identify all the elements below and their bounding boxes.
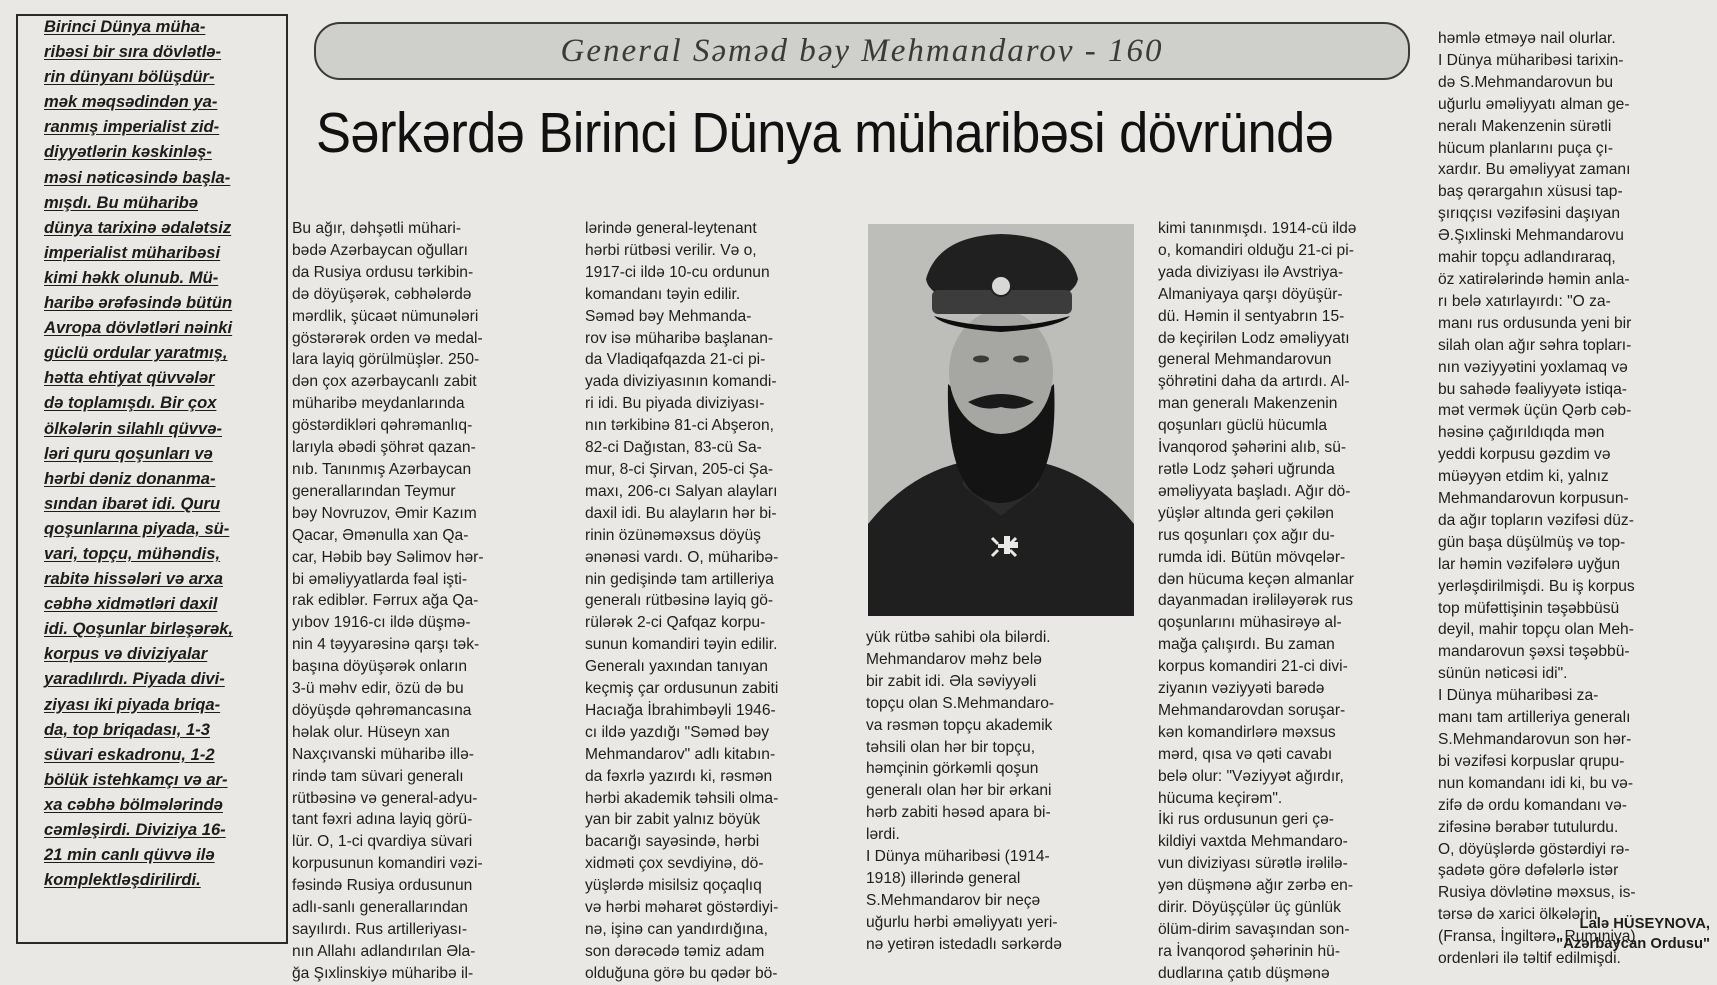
text-line: cı ildə yazdığı "Səməd bəy [585,723,770,741]
text-line: nin 4 təyyarəsinə qarşı tək- [292,636,480,654]
text-line: neralı Makenzenin sürətli [1438,117,1612,135]
text-line: İki rus ordusunun geri çə- [1158,811,1334,829]
intro-line: hərbi dəniz donanma- [44,468,216,488]
text-line: kildiyi vaxtda Mehmandaro- [1158,833,1348,851]
text-line: I Dünya müharibəsi (1914- [866,848,1050,866]
intro-line: güclü ordular yaratmış, [44,343,228,363]
intro-line: kimi həkk olunub. Mü- [44,267,219,287]
text-line: xidməti çox sevdiyinə, dö- [585,855,764,873]
text-line: uğurlu hərbi əməliyyatı yeri- [866,913,1058,931]
text-line: da ağır topların vəzifəsi düz- [1438,511,1634,529]
text-line: Səməd bəy Mehmanda- [585,307,752,325]
text-line: nıb. Tanınmış Azərbaycan [292,460,472,478]
intro-line: ranmış imperialist zid- [44,117,220,137]
text-line: rinin özünəməxsus döyüş [585,526,761,544]
text-line: mahir topçu adlandıraraq, [1438,249,1616,267]
intro-line: dünya tarixinə ədalətsiz [44,217,232,237]
intro-paragraph [44,14,270,892]
text-line: yada diviziyası ilə Avstriya- [1158,263,1344,281]
text-line: tant fəxri adına layiq görü- [292,811,473,829]
text-line: hücuma keçirəm". [1158,789,1283,807]
text-line: dirir. Döyüşçülər üç günlük [1158,899,1341,917]
text-line: nın vəziyyətini yoxlamaq və [1438,358,1628,376]
text-line: və hərbi məharət göstərdiyi- [585,899,779,917]
text-line: korpus komandiri 21-ci divi- [1158,658,1348,676]
article-column-1 [292,218,546,985]
intro-line: süvari eskadronu, 1-2 [44,744,215,764]
text-line: rində tam süvari generalı [292,767,464,785]
text-line: müharibə meydanlarında [292,395,465,413]
text-line: rülərək 2-ci Qafqaz korpu- [585,614,766,632]
text-line: yük rütbə sahibi ola bilərdi. [866,629,1051,646]
text-line: şırıqçısı vəzifəsini daşıyan [1438,205,1621,223]
text-line: bacarığı sayəsində, hərbi [585,833,760,851]
text-line: kən komandirlərə məxsus [1158,723,1336,741]
text-line: öz xatirələrində həmin anla- [1438,270,1630,288]
text-line: yüşlərdə misilsiz qoçaqlıq [585,877,762,895]
text-line: rətlə Lodz şəhəri uğrunda [1158,460,1335,478]
text-line: dən çox azərbaycanlı zabit [292,373,477,391]
text-line: S.Mehmandarovun son hər- [1438,731,1632,748]
text-line: uğurlu əməliyyatı alman ge- [1438,95,1630,113]
intro-line: Birinci Dünya müha- [44,17,206,36]
text-line: rov isə müharibə başlanan- [585,329,774,347]
text-line: dayanmadan irəliləyərək rus [1158,592,1354,610]
text-line: vun diviziyası sürətlə irəlilə- [1158,855,1348,873]
intro-line: imperialist müharibəsi [44,242,221,262]
intro-line: yaradılırdı. Piyada divi- [44,669,225,689]
text-line: korpusunun komandiri vəzi- [292,855,483,873]
text-line: dən hücuma keçən almanlar [1158,570,1354,588]
text-line: sünün nəticəsi idi". [1438,665,1568,683]
text-line: bir zabit idi. Əla səviyyəli [866,672,1037,690]
intro-line: 21 min canlı qüvvə ilə [44,845,215,865]
intro-line: ölkələrin silahlı qüvvə- [44,418,222,438]
text-line: rus qoşunları çox ağır du- [1158,526,1335,544]
portrait-illustration [868,224,1134,616]
kicker-banner [314,22,1410,80]
intro-line: korpus və diviziyalar [44,644,208,664]
text-line: bi əməliyyatlarda fəal işti- [292,570,468,588]
text-line: başına döyüşərək onların [292,658,468,676]
text-line: dudlarına çatıb düşmənə [1158,964,1330,982]
text-line: həlak olur. Hüseyn xan [292,723,450,741]
intro-line: xa cəbhə bölmələrində [44,794,223,814]
text-line: son dərəcədə təmiz adam [585,942,765,960]
text-line: lar həmin vəzifələrə uyğun [1438,555,1621,573]
text-line: da Rusiya ordusu tərkibin- [292,263,474,281]
text-line: da Vladiqafqazda 21-ci pi- [585,351,766,369]
text-line: bədə Azərbaycan oğulları [292,241,468,259]
text-line: ordenləri ilə təltif edilmişdi. [1438,950,1621,968]
text-line: sunun komandiri təyin edilir. [585,636,778,654]
general-portrait-photo [868,224,1134,616]
text-line: Hacıağa İbrahimbəyli 1946- [585,701,776,719]
text-line: I Dünya müharibəsi za- [1438,687,1599,705]
intro-line: haribə ərəfəsində bütün [44,293,233,313]
text-line: general Mehmandarovun [1158,351,1332,369]
text-line: lərində general-leytenant [585,220,757,237]
text-line: Mehmandarov" adlı kitabın- [585,745,776,763]
text-line: də S.Mehmandarovun bu [1438,73,1614,91]
text-line: fəsində Rusiya ordusunun [292,877,473,895]
text-line: nə, işinə can yandırdığına, [585,921,768,938]
text-line: bu sahədə fəaliyyətə istiqa- [1438,380,1627,398]
text-line: adlı-sanlı generallarından [292,899,468,917]
text-line: nın Allahı adlandırılan Əla- [292,942,476,960]
intro-line: mək məqsədindən ya- [44,92,218,112]
text-line: yada diviziyasının komandi- [585,373,777,391]
text-line: ri idi. Bu piyada diviziyası- [585,395,765,413]
text-line: lür. O, 1-ci qvardiya süvari [292,833,473,851]
text-line: mandarovun şəxsi təşəbbü- [1438,643,1630,661]
text-line: zifə də ordu komandanı və- [1438,796,1627,814]
text-line: yerləşdirilmişdi. Bu iş korpus [1438,577,1635,595]
text-line: ənənəsi vardı. O, müharibə- [585,548,779,566]
text-line: 3-ü məhv edir, özü də bu [292,680,464,698]
text-line: manı tam artilleriya generalı [1438,709,1631,727]
text-line: təhsili olan hər bir topçu, [866,738,1036,756]
text-line: müəyyən etdim ki, yalnız [1438,468,1609,486]
intro-line: cəmləşirdi. Diviziya 16- [44,820,226,839]
text-line: rak ediblər. Fərrux ağa Qa- [292,592,479,610]
kicker-text: General Səməd bəy Mehmandarov - 160 [560,32,1164,69]
text-line: yan bir zabit yalnız böyük [585,811,761,829]
text-line: maxı, 206-cı Salyan alayları [585,482,778,500]
text-line: Almaniyaya qarşı döyüşür- [1158,285,1343,303]
text-line: qoşunları güclü hücumla [1158,417,1328,435]
text-line: şadətə görə dəfələrlə istər [1438,862,1619,880]
text-line: olduğuna görə bu qədər bö- [585,964,778,982]
text-line: nun komandanı idi ki, bu və- [1438,774,1634,792]
text-line: kimi tanınmışdı. 1914-cü ildə [1158,220,1357,237]
text-line: mərd, qısa və qəti cavabı [1158,745,1333,763]
intro-line: sından ibarət idi. Quru [44,493,221,513]
text-line: baş qərargahın xüsusi tap- [1438,183,1623,201]
text-line: hərbi akademik təhsili olma- [585,789,779,807]
text-line: 82-ci Dağıstan, 83-cü Sa- [585,439,762,457]
intro-line: hətta ehtiyat qüvvələr [44,368,215,388]
text-line: ölüm-dirim savaşından son- [1158,921,1350,938]
text-line: va rəsmən topçu akademik [866,716,1053,734]
byline [1520,914,1710,954]
text-line: tərsə də xarici ölkələrin [1438,906,1598,924]
byline-source: "Azərbaycan Ordusu" [1556,936,1710,952]
text-line: Ə.Şıxlinski Mehmandarovu [1438,227,1624,245]
intro-line: də toplamışdı. Bir çox [44,393,217,413]
text-line: İvanqorod şəhərini alıb, sü- [1158,439,1347,457]
text-line: dü. Həmin il sentyabrın 15- [1158,307,1345,325]
text-line: lərdi. [866,826,900,844]
text-line: yıbov 1916-cı ildə düşmə- [292,614,471,632]
text-line: generalı rütbəsinə layiq gö- [585,592,774,610]
text-line: Mehmandarov məhz belə [866,650,1042,668]
text-line: yən düşmənə ağır zərbə en- [1158,877,1354,895]
text-line: 1918) illərində general [866,869,1021,887]
text-line: həmçinin görkəmli qoşun [866,760,1039,778]
text-line: silah olan ağır səhra topları- [1438,336,1632,354]
intro-line: diyyətlərin kəskinləş- [44,142,212,162]
text-line: Qacar, Əmənulla xan Qa- [292,526,469,544]
text-line: ra İvanqorod şəhərinin hü- [1158,942,1341,960]
article-column-4 [1158,218,1422,985]
headline: Sərkərdə Birinci Dünya müharibəsi dövründə [316,101,1334,165]
text-line: mət vermək üçün Qərb cəb- [1438,402,1632,420]
text-line: bəy Novruzov, Əmir Kazım [292,504,477,522]
text-line: Naxçıvanski müharibə illə- [292,745,474,763]
text-line: rı belə xatırlayırdı: "O za- [1438,292,1611,310]
text-line: daxil idi. Bu alayların hər bi- [585,504,777,522]
text-line: manı rus ordusunda yeni bir [1438,314,1632,332]
text-line: mur, 8-ci Şirvan, 205-ci Şa- [585,460,774,478]
text-line: mağa çalışırdı. Bu zaman [1158,636,1335,654]
intro-line: Avropa dövlətləri nəinki [44,318,233,338]
text-line: zifəsinə bərabər tutulurdu. [1438,818,1619,836]
text-line: generallarından Teymur [292,482,456,500]
text-line: Bu ağır, dəhşətli mühari- [292,220,462,237]
text-line: O, döyüşlərdə göstərdiyi rə- [1438,840,1630,858]
text-line: S.Mehmandarov bir neçə [866,891,1041,909]
text-line: hücum planlarını puça çı- [1438,139,1614,157]
article-column-3 [866,627,1134,956]
text-line: rütbəsinə və general-adyu- [292,789,478,807]
intro-line: ziyası iki piyada briqa- [44,694,221,714]
text-line: Generalı yaxından tanıyan [585,658,768,676]
text-line: hərb zabiti həsəd apara bi- [866,804,1051,822]
text-line: Rusiya dövlətinə məxsus, is- [1438,884,1636,902]
text-line: xardır. Bu əməliyyat zamanı [1438,161,1631,179]
text-line: nın tərkibinə 81-ci Abşeron, [585,417,774,435]
text-line: 1917-ci ildə 10-cu ordunun [585,263,770,281]
intro-line: qoşunlarına piyada, sü- [44,518,230,538]
text-line: top müfəttişinin təşəbbüsü [1438,599,1620,617]
text-line: əməliyyata başladı. Ağır dö- [1158,482,1351,500]
intro-line: ləri quru qoşunları və [44,443,213,463]
text-line: həsinə çağırıldıqda mən [1438,424,1605,442]
text-line: də döyüşərək, cəbhələrdə [292,285,472,303]
text-line: qoşunlarını mühasirəyə al- [1158,614,1342,632]
article-column-5 [1438,28,1706,970]
article-column-2 [585,218,845,985]
text-line: də keçirilən Lodz əməliyyatı [1158,329,1350,347]
text-line: ziyanın vəziyyəti barədə [1158,680,1325,698]
text-line: nin gedişində tam artilleriya [585,570,774,588]
intro-line: da, top briqadası, 1-3 [44,719,210,739]
intro-line: bölük istehkamçı və ar- [44,769,228,789]
intro-line: rabitə hissələri və arxa [44,569,223,589]
text-line: bi vəzifəsi korpuslar qrupu- [1438,752,1625,770]
intro-line: rin dünyanı bölüşdür- [44,67,215,87]
text-line: ğa Şıxlinskiyə müharibə il- [292,964,474,982]
text-line: belə olur: "Vəziyyət ağırdır, [1158,767,1344,785]
text-line: rumda idi. Bütün mövqelər- [1158,548,1346,566]
text-line: gün başa düşülmüş və top- [1438,533,1626,551]
text-line: Mehmandarovdan soruşar- [1158,701,1346,719]
intro-line: məsi nəticəsində başla- [44,167,231,187]
text-line: deyil, mahir topçu olan Meh- [1438,621,1634,639]
text-line: yeddi korpusu gəzdim və [1438,446,1611,464]
text-line: yüşlər altında geri çəkilən [1158,504,1334,522]
text-line: komandanı təyin edilir. [585,285,741,303]
text-line: döyüşdə qəhrəmancasına [292,701,472,719]
intro-line: komplektləşdirilirdi. [44,870,201,890]
text-line: hərbi rütbəsi verilir. Və o, [585,241,757,259]
intro-line: mışdı. Bu müharibə [44,192,198,212]
intro-line: idi. Qoşunlar birləşərək, [44,619,234,639]
text-line: mərdlik, şücaət nümunələri [292,307,479,325]
text-line: I Dünya müharibəsi tarixin- [1438,51,1624,69]
text-line: Mehmandarovun korpusun- [1438,490,1629,508]
text-line: man generalı Makenzenin [1158,395,1338,413]
text-line: göstərərək orden və medal- [292,329,483,347]
text-line: (Fransa, İngiltərə, Rumıniya) [1438,928,1636,946]
text-line: larıyla əbədi şöhrət qazan- [292,439,476,457]
text-line: göstərdikləri qəhrəmanlıq- [292,417,473,435]
text-line: o, komandiri olduğu 21-ci pi- [1158,241,1354,259]
text-line: keçmiş çar ordusunun zabiti [585,680,779,698]
text-line: həmlə etməyə nail olurlar. [1438,30,1616,47]
text-line: generalı olan hər bir ərkani [866,782,1052,800]
intro-line: vari, topçu, mühəndis, [44,543,221,563]
text-line: şöhrətini daha da artırdı. Al- [1158,373,1350,391]
text-line: da fəxrlə yazırdı ki, rəsmən [585,767,773,785]
intro-line: cəbhə xidmətləri daxil [44,594,218,614]
text-line: nə yetirən istedadlı sərkərdə [866,935,1062,953]
text-line: car, Həbib bəy Səlimov hər- [292,548,484,566]
byline-author: Lalə HÜSEYNOVA, [1579,916,1710,932]
text-line: sayılırdı. Rus artilleriyası- [292,921,468,938]
text-line: topçu olan S.Mehmandaro- [866,694,1055,712]
intro-line: ribəsi bir sıra dövlətlə- [44,42,222,62]
text-line: lara layiq görülmüşlər. 250- [292,351,480,369]
